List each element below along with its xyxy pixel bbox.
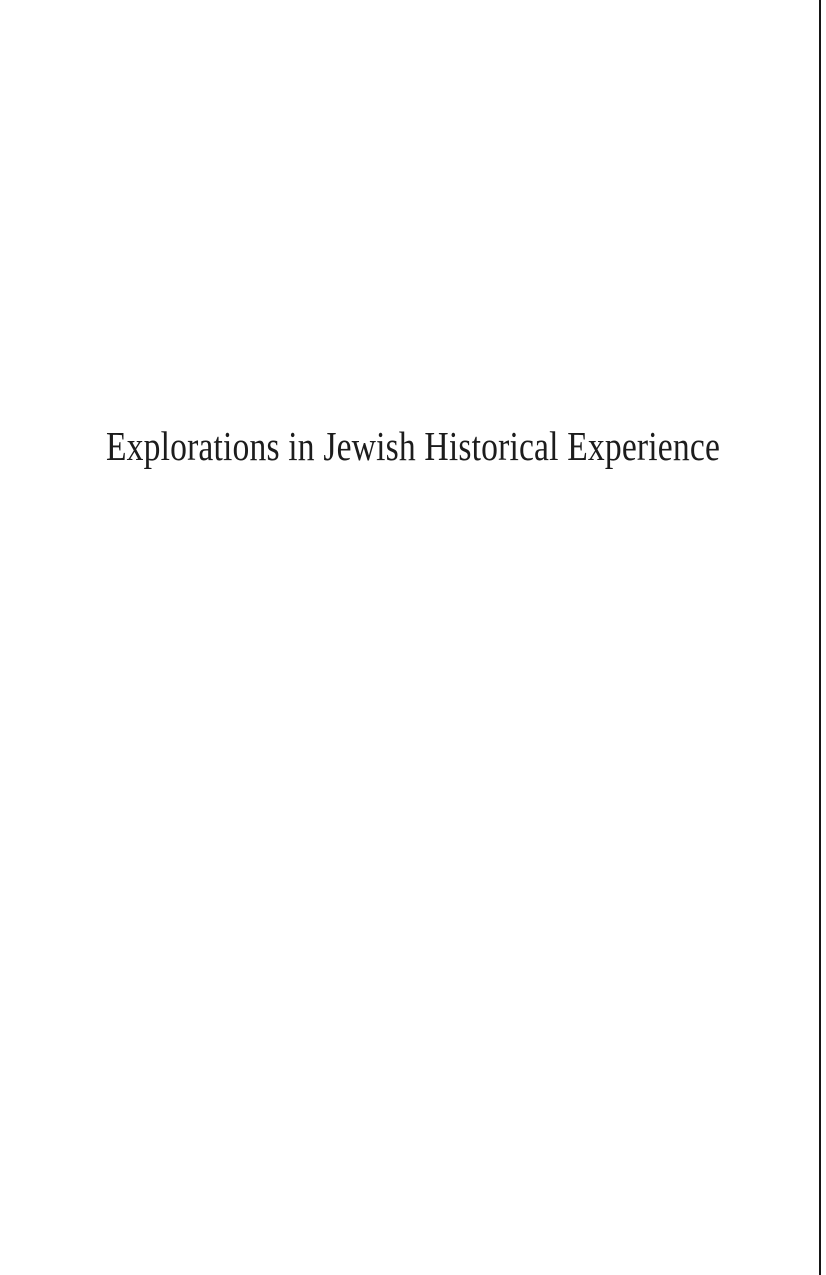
page-edge-line — [819, 0, 821, 1275]
half-title-text: Explorations in Jewish Historical Experience — [105, 423, 721, 469]
